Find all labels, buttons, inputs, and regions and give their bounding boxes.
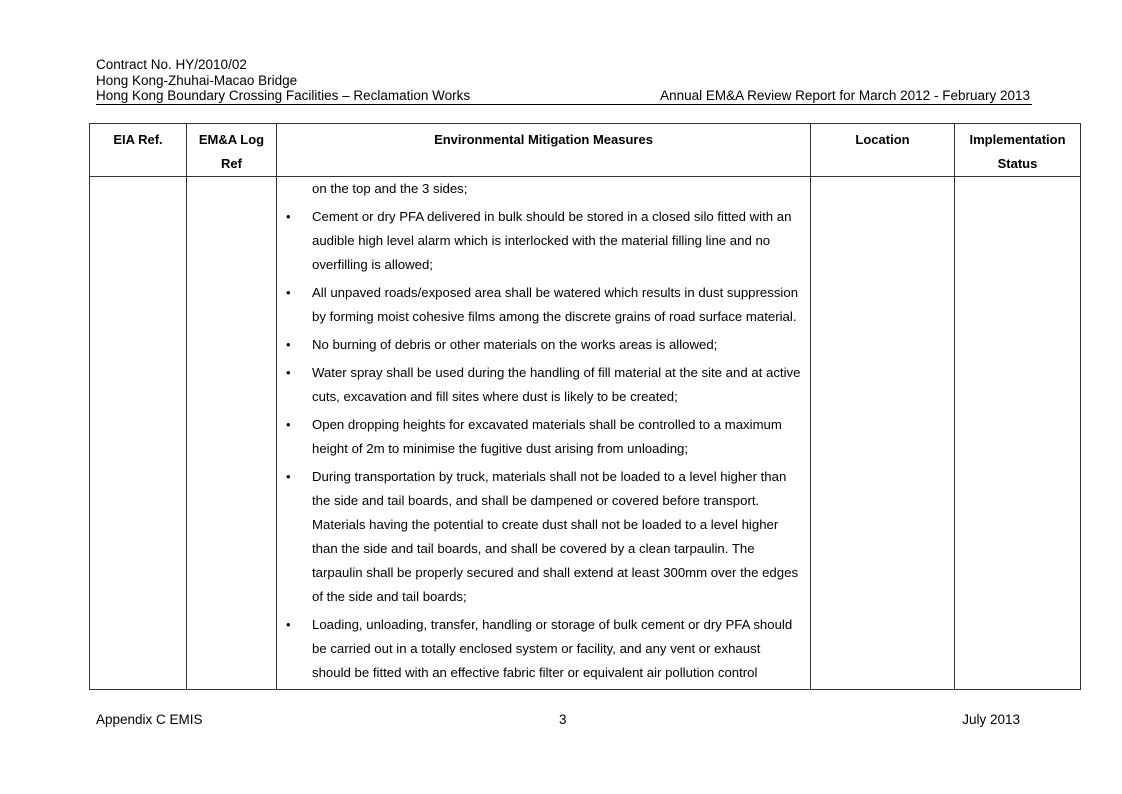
footer-section: Appendix C EMIS bbox=[96, 712, 203, 727]
measure-item: • Water spray shall be used during the handling of fill material at the site and at active cuts, excavation and fill sites where dust is likely to be created; bbox=[299, 361, 802, 409]
bullet-icon: • bbox=[286, 469, 291, 484]
measures-list bbox=[286, 177, 802, 685]
column-header-eia-ref: EIA Ref. bbox=[90, 124, 187, 177]
measure-item: • Loading, unloading, transfer, handling or storage of bulk cement or dry PFA should be carried out in a totally enclosed system or facility, and any vent or exhaust should be fitted with an effective fabric filter or equivalent air pollution control bbox=[299, 613, 802, 685]
bullet-icon: • bbox=[286, 365, 291, 380]
column-header-ema-log-ref: EM&A Log Ref bbox=[187, 124, 277, 177]
measure-item: • Cement or dry PFA delivered in bulk should be stored in a closed silo fitted with an audible high level alarm which is interlocked with the material filling line and no overfilling is allowed; bbox=[299, 205, 802, 277]
project-name: Hong Kong-Zhuhai-Macao Bridge bbox=[96, 72, 298, 88]
measure-item: • All unpaved roads/exposed area shall be watered which results in dust suppression by forming moist cohesive films among the discrete grains of road surface material. bbox=[299, 281, 802, 329]
emis-table bbox=[89, 123, 1081, 690]
column-header-location: Location bbox=[811, 124, 955, 177]
column-header-measures: Environmental Mitigation Measures bbox=[277, 124, 811, 177]
measure-item: • During transportation by truck, materials shall not be loaded to a level higher than the side and tail boards, and shall be dampened or covered before transport. Materials having the potential to create dust shall not be loaded to a level higher than the side and tail boards, and shall be covered by a clean tarpaulin. The tarpaulin shall be properly secured and shall extend at least 300mm over the edges of the side and tail boards; bbox=[299, 465, 802, 609]
measure-item: • No burning of debris or other materials on the works areas is allowed; bbox=[299, 333, 802, 357]
table-header-row bbox=[90, 124, 1081, 177]
report-title: Annual EM&A Review Report for March 2012 - February 2013 bbox=[660, 88, 1030, 103]
bullet-icon: • bbox=[286, 337, 291, 352]
measures-cell bbox=[277, 177, 811, 690]
header-divider bbox=[96, 104, 1032, 105]
bullet-icon: • bbox=[286, 617, 291, 632]
bullet-icon: • bbox=[286, 417, 291, 432]
location-cell bbox=[811, 177, 955, 690]
page-number: 3 bbox=[559, 712, 567, 727]
ema-log-ref-cell bbox=[187, 177, 277, 690]
column-header-status: Implementation Status bbox=[955, 124, 1081, 177]
document-header bbox=[96, 57, 470, 104]
eia-ref-cell bbox=[90, 177, 187, 690]
table-row bbox=[90, 177, 1081, 690]
contract-number: Contract No. HY/2010/02 bbox=[96, 57, 247, 72]
bullet-icon: • bbox=[286, 209, 291, 224]
bullet-icon: • bbox=[286, 285, 291, 300]
footer-date: July 2013 bbox=[962, 712, 1020, 727]
works-name: Hong Kong Boundary Crossing Facilities – Reclamation Works bbox=[96, 88, 471, 103]
measure-continuation: on the top and the 3 sides; bbox=[312, 181, 468, 196]
status-cell bbox=[955, 177, 1081, 690]
measure-item: • Open dropping heights for excavated materials shall be controlled to a maximum height of 2m to minimise the fugitive dust arising from unloading; bbox=[299, 413, 802, 461]
